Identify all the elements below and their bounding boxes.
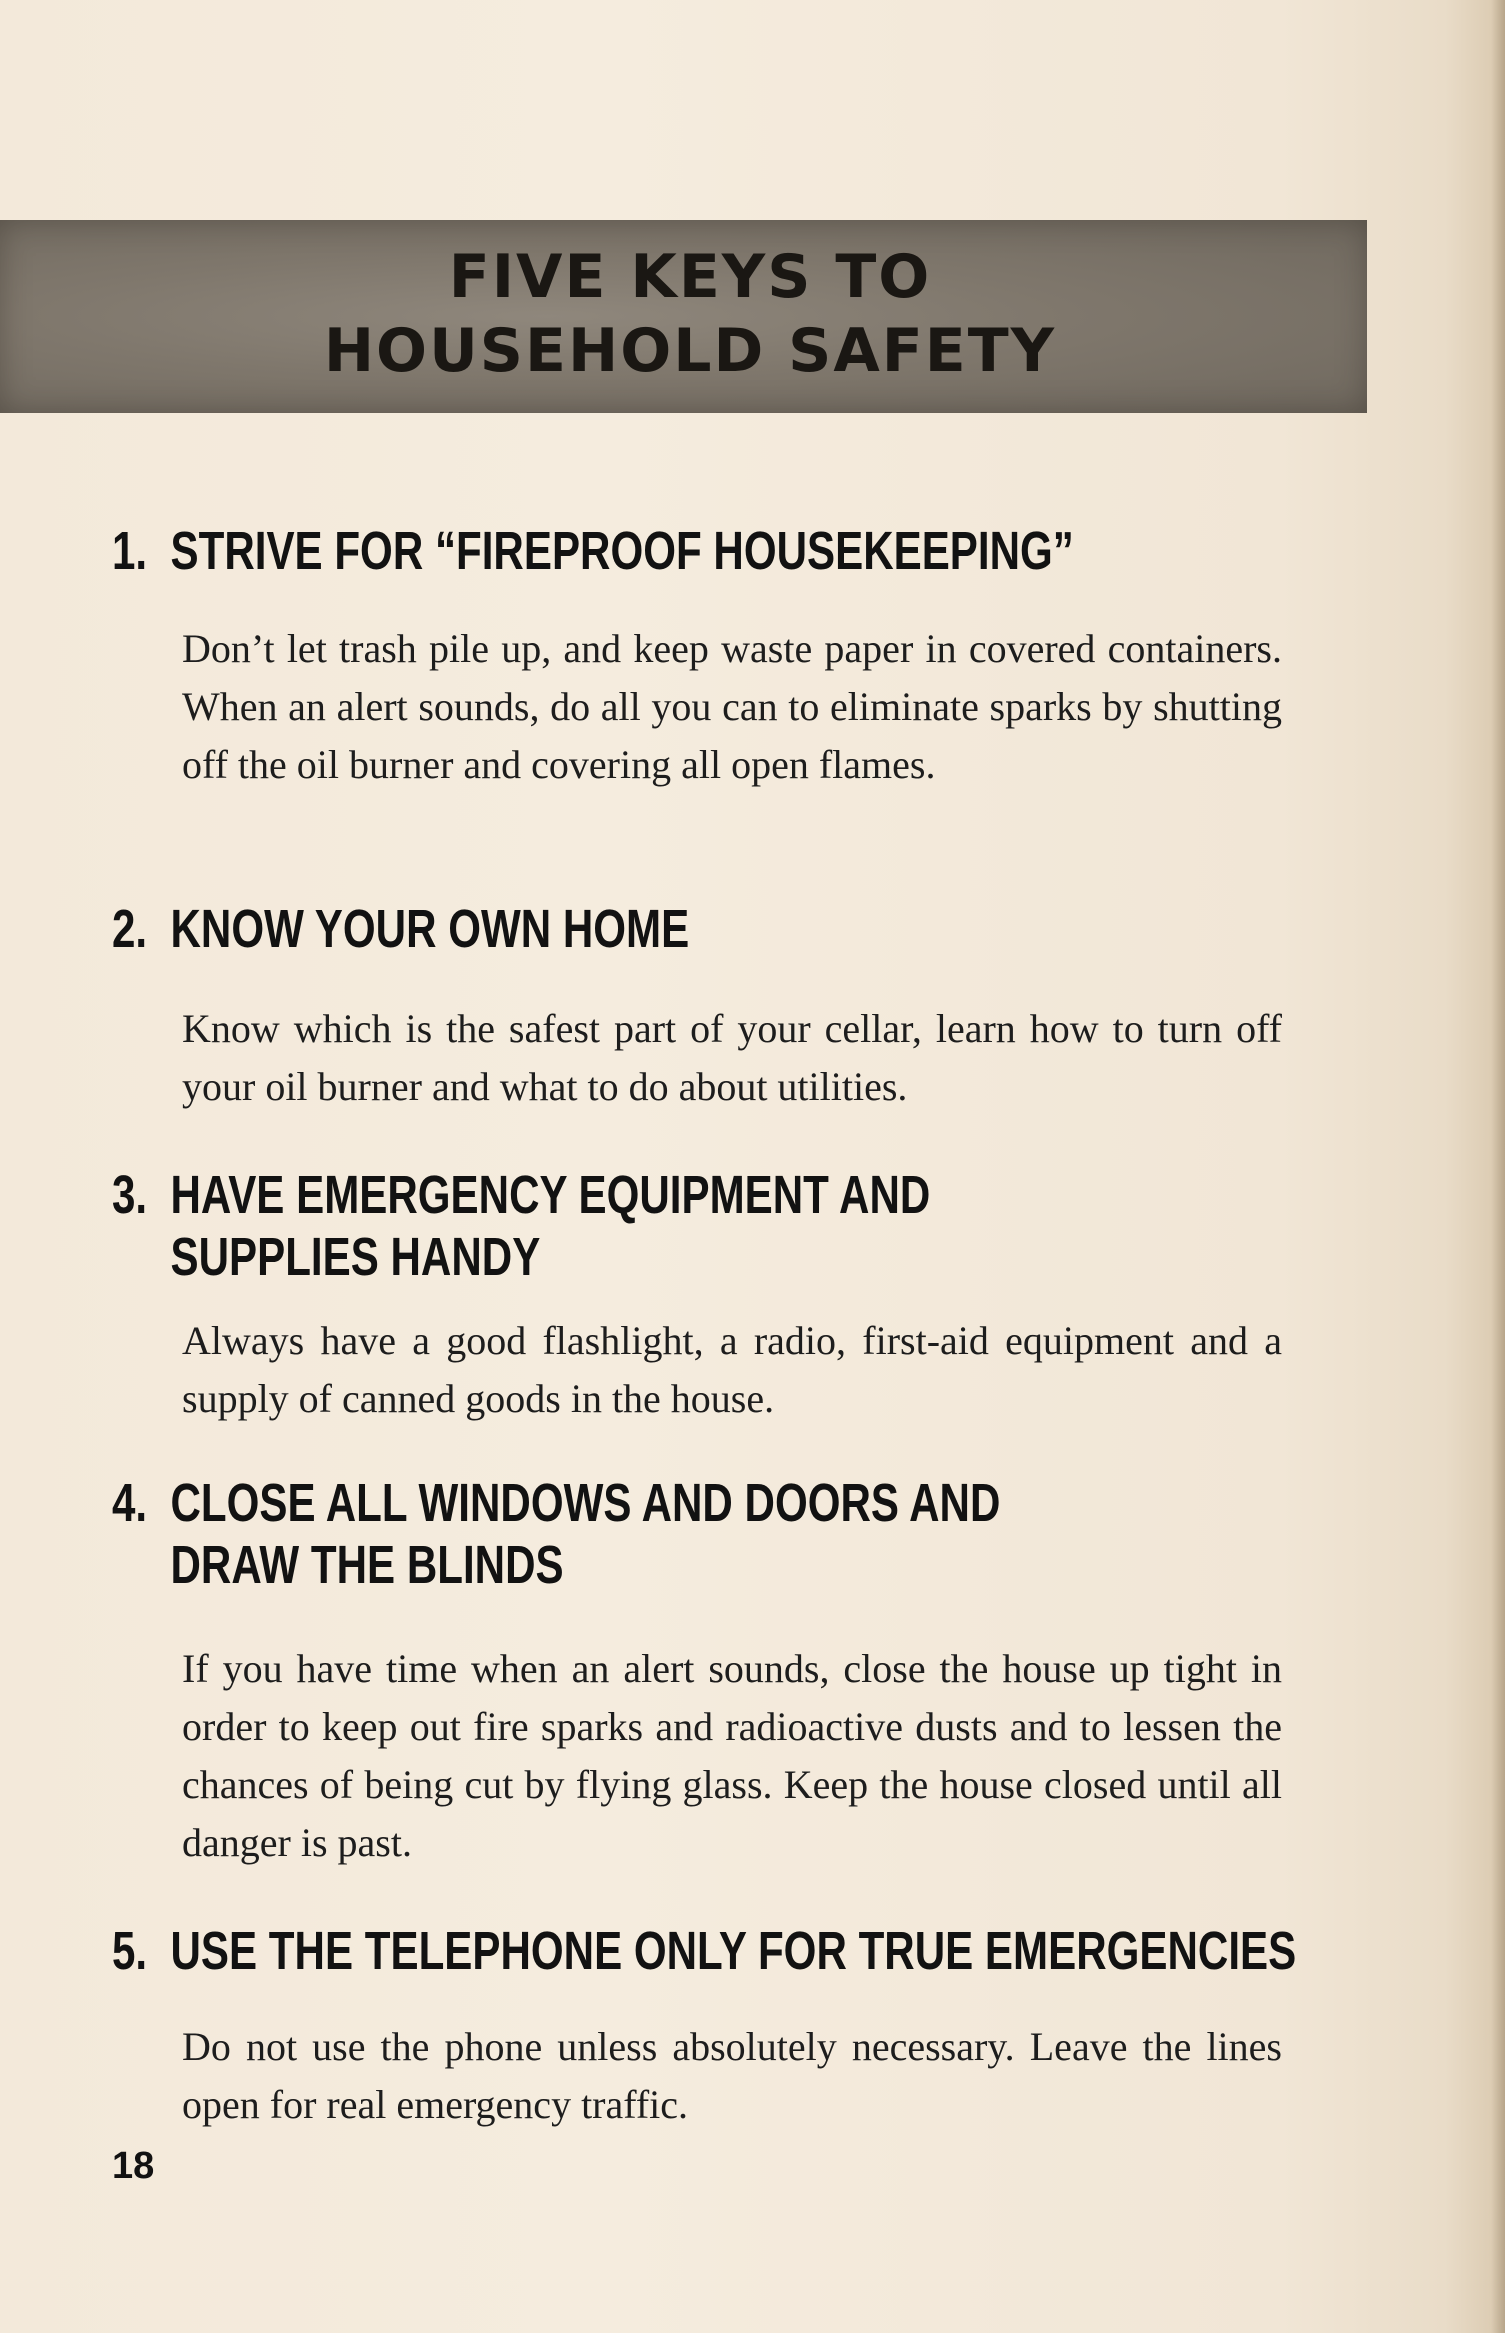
- banner-title: [300, 240, 1080, 388]
- banner-title-line2: HOUSEHOLD SAFETY: [323, 316, 1057, 386]
- section-4: [112, 1472, 1282, 1865]
- section-title: USE THE TELEPHONE ONLY FOR TRUE EMERGENCIES: [170, 1921, 1297, 1981]
- page-number: 18: [112, 2145, 155, 2187]
- section-title-line2: DRAW THE BLINDS: [170, 1535, 564, 1595]
- section-title-line2: SUPPLIES HANDY: [170, 1227, 541, 1287]
- section-number: 3.: [112, 1165, 148, 1225]
- section-heading: [112, 1164, 1274, 1288]
- section-body: Know which is the safest part of your cellar, learn how to turn off your oil burner and what to do about utilities.: [182, 1006, 1282, 1109]
- section-body: Always have a good flashlight, a radio, first-aid equipment and a supply of canned goods in the house.: [182, 1318, 1282, 1421]
- section-title-line1: CLOSE ALL WINDOWS AND DOORS AND: [170, 1473, 1001, 1533]
- section-heading: [112, 898, 1274, 960]
- title-banner: [0, 220, 1367, 413]
- section-title: [171, 1164, 931, 1288]
- section-heading: [112, 520, 1274, 582]
- section-title: KNOW YOUR OWN HOME: [170, 899, 690, 959]
- section-2: [112, 898, 1282, 1109]
- section-body: If you have time when an alert sounds, close the house up tight in order to keep out fire sparks and radioactive dusts and to lessen the chances of being cut by flying glass. Keep the house closed until all danger is past.: [182, 1646, 1282, 1865]
- section-heading: [112, 1472, 1274, 1596]
- section-title-line1: HAVE EMERGENCY EQUIPMENT AND: [170, 1165, 931, 1225]
- section-heading: [112, 1920, 1297, 1982]
- section-1: [112, 520, 1282, 787]
- section-number: 1.: [112, 521, 148, 581]
- section-5: [112, 1920, 1297, 2127]
- section-body: Do not use the phone unless absolutely necessary. Leave the lines open for real emergency traffic.: [182, 2024, 1282, 2127]
- section-title: [171, 1472, 1001, 1596]
- section-number: 2.: [112, 899, 148, 959]
- section-3: [112, 1164, 1282, 1421]
- section-number: 4.: [112, 1473, 148, 1533]
- section-body: Don’t let trash pile up, and keep waste paper in covered containers. When an alert sounds, do all you can to eliminate sparks by shutting off the oil burner and covering all open flames.: [182, 626, 1282, 787]
- spine-shadow: [1491, 0, 1505, 2333]
- section-number: 5.: [112, 1921, 148, 1981]
- section-title: STRIVE FOR “FIREPROOF HOUSEKEEPING”: [170, 521, 1074, 581]
- banner-title-line1: FIVE KEYS TO: [448, 242, 932, 312]
